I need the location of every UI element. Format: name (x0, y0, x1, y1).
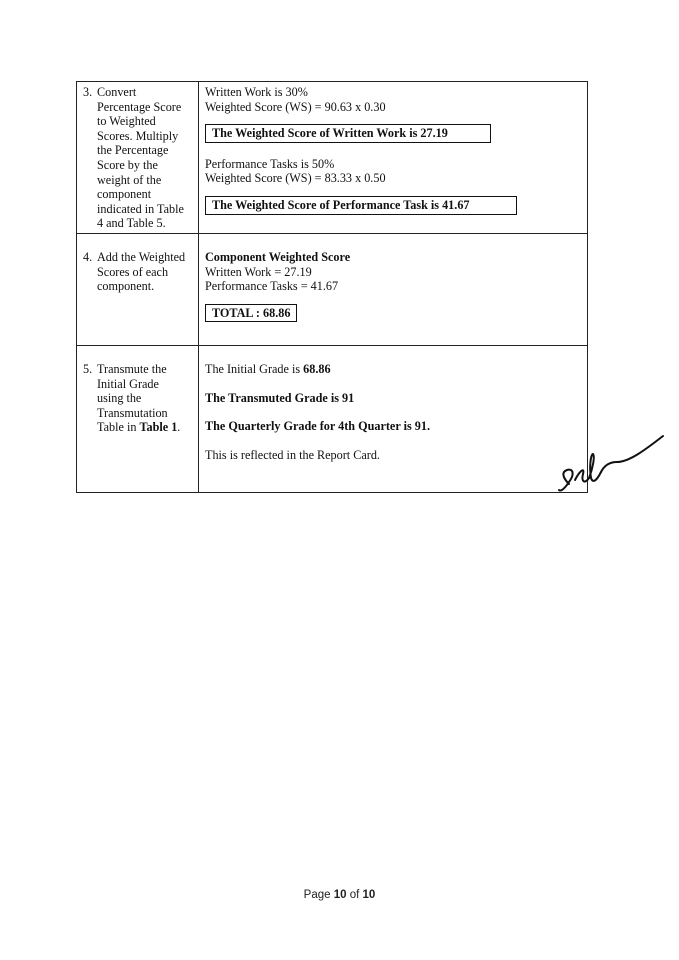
step-instruction-cell (77, 234, 199, 346)
written-work-formula: Weighted Score (WS) = 90.63 x 0.30 (205, 99, 386, 114)
step-instruction (97, 250, 192, 294)
instruction-line: using the (97, 391, 142, 406)
handwritten-signature (555, 432, 667, 498)
instruction-line: Percentage Score (97, 99, 182, 114)
performance-result-box: The Weighted Score of Performance Task is 41.67 (205, 196, 517, 215)
instruction-line: Initial Grade (97, 376, 159, 391)
instruction-line: indicated in Table (97, 201, 184, 216)
current-page: 10 (333, 889, 347, 901)
step-number: 5. (83, 362, 93, 376)
instruction-line: 4 and Table 5. (97, 216, 166, 231)
instruction-line: Transmute the (97, 362, 167, 376)
written-work-result-box: The Weighted Score of Written Work is 27.19 (205, 124, 491, 143)
written-work-weight: Written Work is 30% (205, 85, 308, 99)
table-reference: Table 1 (139, 420, 178, 435)
report-card-note: This is reflected in the Report Card. (205, 447, 380, 462)
total-pages: 10 (362, 889, 376, 901)
page-of: of (346, 889, 363, 901)
page-label: Page (303, 889, 334, 901)
initial-grade-line (205, 362, 581, 377)
instruction-line: component. (97, 279, 155, 294)
step-number: 4. (83, 250, 93, 264)
instruction-suffix: . (177, 420, 181, 435)
instruction-prefix: Table in (97, 420, 140, 435)
step-instruction (97, 85, 192, 231)
performance-weight: Performance Tasks is 50% (205, 156, 335, 171)
table-row-step-3 (77, 82, 588, 234)
step-instruction (97, 362, 192, 435)
instruction-line: Scores of each (97, 264, 169, 279)
performance-formula: Weighted Score (WS) = 83.33 x 0.50 (205, 171, 386, 186)
grade-computation-table (76, 81, 588, 493)
instruction-line: Convert (97, 85, 137, 99)
table-row-step-4 (77, 234, 588, 346)
total-box: TOTAL : 68.86 (205, 304, 297, 323)
instruction-line: Add the Weighted (97, 250, 186, 264)
instruction-line: weight of the (97, 172, 162, 187)
instruction-line: Transmutation (97, 405, 168, 420)
instruction-line: Scores. Multiply (97, 128, 179, 143)
instruction-line: component (97, 187, 152, 202)
written-work-line: Written Work = 27.19 (205, 264, 312, 279)
performance-line: Performance Tasks = 41.67 (205, 279, 339, 294)
initial-grade-value: 68.86 (303, 362, 331, 376)
step-number: 3. (83, 85, 93, 99)
step-instruction-cell (77, 82, 199, 234)
step-computation-cell (199, 346, 588, 493)
step-instruction-cell (77, 346, 199, 493)
table-row-step-5 (77, 346, 588, 493)
instruction-line: to Weighted (97, 114, 156, 129)
instruction-line: the Percentage (97, 143, 169, 158)
instruction-line: Score by the (97, 157, 158, 172)
step-computation-cell (199, 82, 588, 234)
page-footer (0, 889, 679, 901)
quarterly-grade-line: The Quarterly Grade for 4th Quarter is 91. (205, 419, 430, 434)
step-computation-cell (199, 234, 588, 346)
component-heading: Component Weighted Score (205, 250, 351, 264)
initial-grade-prefix: The Initial Grade is (205, 362, 304, 376)
instruction-line-last (97, 420, 192, 435)
transmuted-grade-line: The Transmuted Grade is 91 (205, 390, 355, 405)
